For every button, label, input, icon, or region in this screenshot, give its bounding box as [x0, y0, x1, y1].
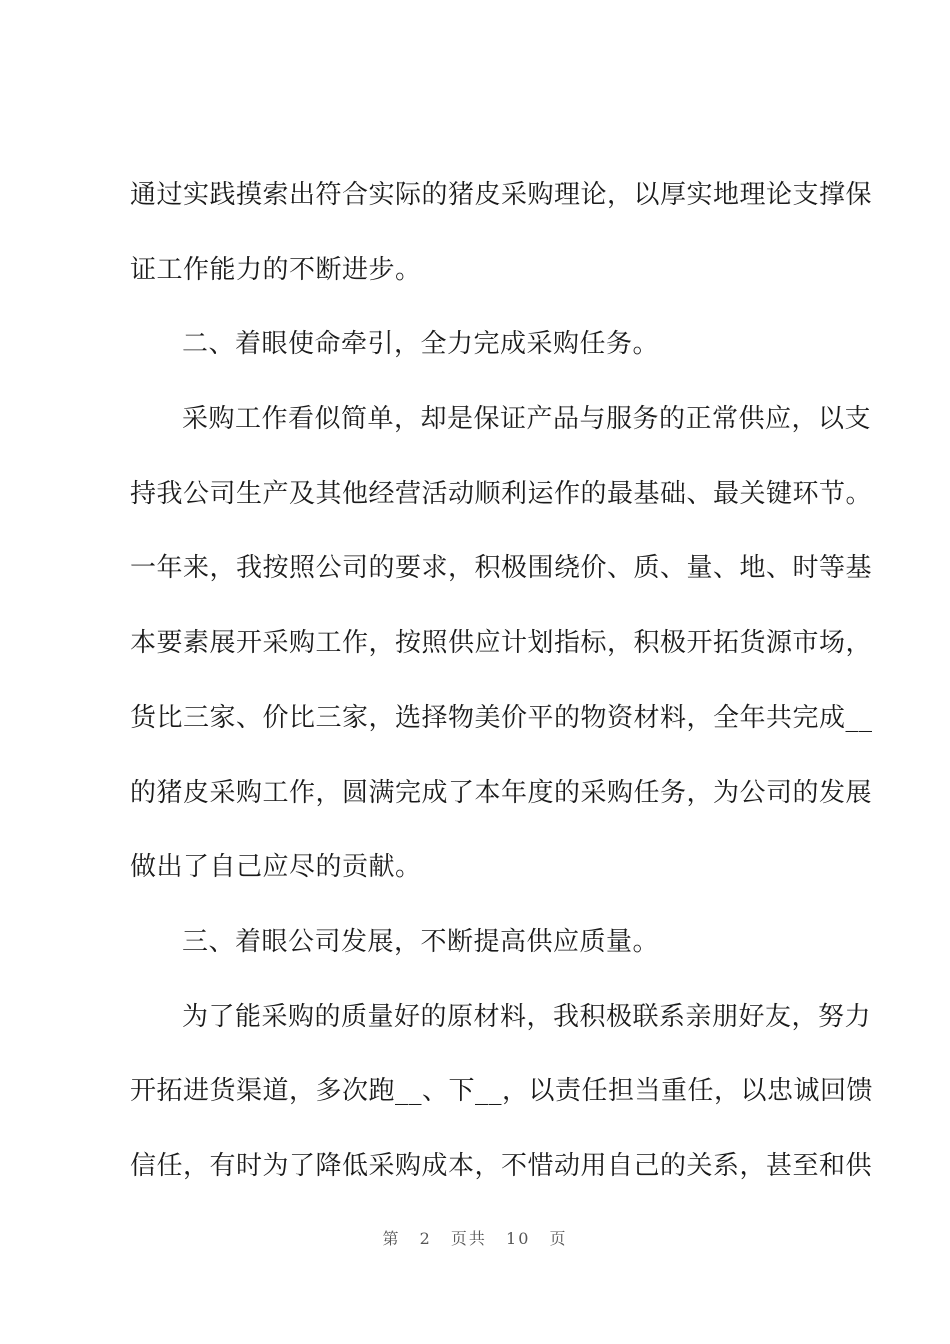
text-line: 信任，有时为了降低采购成本，不惜动用自己的关系，甚至和供 [130, 1150, 873, 1181]
footer-suffix: 页 [549, 1229, 568, 1248]
text-line: 通过实践摸索出符合实际的猪皮采购理论，以厚实地理论支撑保 [130, 180, 873, 210]
text-line: 一年来，我按照公司的要求，积极围绕价、质、量、地、时等基 [130, 553, 873, 584]
text-line: 为了能采购的质量好的原材料，我积极联系亲朋好友，努力 [182, 1001, 872, 1032]
text-line: 做出了自己应尽的贡献。 [130, 852, 422, 883]
footer-total-pages: 10 [506, 1229, 531, 1248]
section-heading: 三、着眼公司发展，不断提高供应质量。 [182, 926, 660, 957]
text-line: 货比三家、价比三家，选择物美价平的物资材料，全年共完成__ [130, 702, 873, 733]
text-line: 开拓进货渠道，多次跑__、下__，以责任担当重任，以忠诚回馈 [130, 1076, 874, 1107]
footer-page-number: 2 [419, 1229, 432, 1248]
text-line: 本要素展开采购工作，按照供应计划指标，积极开拓货源市场， [130, 628, 873, 659]
text-line: 证工作能力的不断进步。 [130, 254, 422, 285]
text-line: 采购工作看似简单，却是保证产品与服务的正常供应，以支 [182, 404, 872, 435]
footer-prefix: 第 [382, 1229, 401, 1248]
page-footer [0, 1226, 950, 1249]
footer-middle: 页共 [450, 1229, 487, 1248]
section-heading: 二、着眼使命牵引，全力完成采购任务。 [182, 329, 660, 360]
text-line: 的猪皮采购工作，圆满完成了本年度的采购任务，为公司的发展 [130, 777, 873, 808]
text-line: 持我公司生产及其他经营活动顺利运作的最基础、最关键环节。 [130, 478, 873, 509]
document-body [130, 168, 874, 1214]
